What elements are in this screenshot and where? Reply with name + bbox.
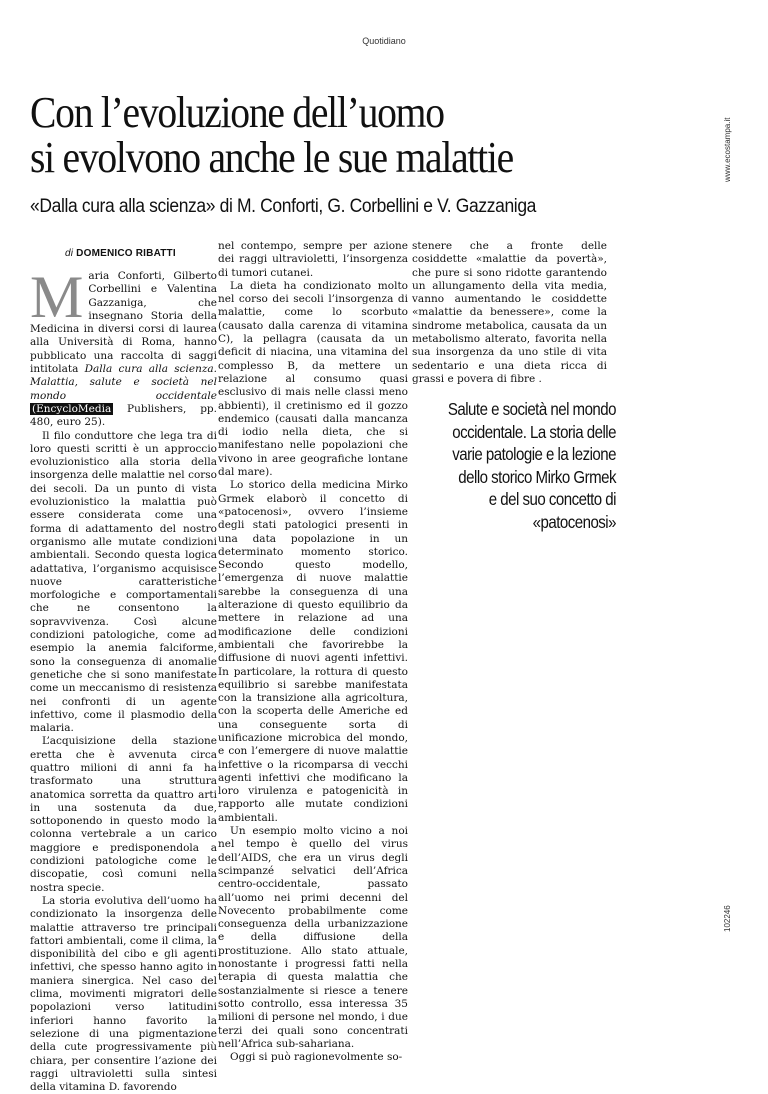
article-column-3 (412, 240, 607, 386)
paragraph: Un esempio molto vicino a noi nel tempo è quello del virus dell’AIDS, che era un virus degli scimpanzé selvatici dell’Africa centro-occidentale, passato all’uomo nei primi decenni del Novecento probabilmente come conseguenza della urbanizzazione e della diffusione della prostituzione. Allo stato attuale, nonostante i progressi fatti nella terapia di questa malattia che sostanzialmente si riesce a tenere sotto controllo, essa interessa 35 milioni di persone nel mondo, i due terzi dei quali sono concentrati nell’Africa sub-sahariana. (218, 825, 408, 1050)
side-url-text: www.ecostampa.it (723, 117, 732, 182)
paragraph: nel contempo, sempre per azione dei raggi ultravioletti, l’insorgenza di tumori cutanei. (218, 240, 408, 279)
subtitle: «Dalla cura alla scienza» di M. Conforti, G. Corbellini e V. Gazzaniga (30, 196, 537, 217)
headline (30, 90, 633, 180)
byline-prefix: di (65, 248, 74, 259)
byline (65, 248, 176, 259)
section-label: Quotidiano (362, 36, 406, 46)
publisher-badge: (EncycloMedia (32, 402, 112, 415)
article-column-2 (218, 240, 408, 1064)
paragraph: La storia evolutiva dell’uomo ha condizionato la insorgenza delle malattie attraverso tre principali fattori ambientali, come il clima, la disponibilità del cibo e gli agenti infettivi, che spesso hanno agito in maniera sinergica. Nel caso del clima, movimenti migratori delle popolazioni verso latitudini inferiori hanno favorito la selezione di una pigmentazione della cute progressivamente più chiara, per consentire l’azione dei raggi ultravioletti sulla sintesi della vitamina D. favorendo (30, 894, 217, 1094)
article-column-1 (30, 264, 217, 1094)
paragraph: Oggi si può ragionevolmente so- (230, 1051, 403, 1064)
book-title: Dalla cura alla scienza. Malattia, salute e società nel mondo occidentale (30, 363, 217, 402)
paragraph: stenere che a fronte delle cosiddette «malattie da povertà», che pure si sono ridotte garantendo un allungamento della vita media, vanno aumentando le cosiddette «malattie da benessere», come la sindrome metabolica, causata da un metabolismo alterato, favorita nella sua insorgenza da uno stile di vita sedentario e una dieta ricca di grassi e povera di fibre . (412, 240, 607, 385)
paragraph: Il filo conduttore che lega tra di loro questi scritti è un approccio evoluzionistico alla storia della insorgenza delle malattie nel corso dei secoli. Da un punto di vista evoluzionistico la malattia può essere considerata come una forma di adattamento del nostro organismo alle mutate condizioni ambientali. Secondo questa logica adattativa, l’organismo acquisisce nuove caratteristiche morfologiche e comportamentali che ne consentono la sopravvivenza. Così alcune condizioni patologiche, come ad esempio la anemia falciforme, sono la conseguenza di anomalie genetiche che si sono manifestate come un meccanismo di resistenza nei confronti di un agente infettivo, come il plasmodio della malaria. (30, 429, 217, 735)
drop-cap: M (30, 264, 84, 330)
paragraph: La dieta ha condizionato molto nel corso dei secoli l’insorgenza di malattie, come lo scorbuto (causato dalla carenza di vitamina C), la pellagra (causata da un deficit di niacina, una vitamina del complesso B, da mettere un relazione al consumo quasi esclusivo di mais nelle classi meno abbienti), il cretinismo ed il gozzo endemico (causati dalla mancanza di iodio nella dieta, che si manifestano nelle popolazioni che vivono in aree geografiche lontane dal mare). (218, 279, 408, 479)
paragraph: L’acquisizione della stazione eretta che è avvenuta circa quattro milioni di anni fa ha trasformato una struttura anatomica sorretta da quattro arti in una sostenuta da due, sottoponendo in questo modo la colonna vertebrale a un carico maggiore e predisponendola a condizioni patologiche come le discopatie, così comuni nella nostra specie. (30, 735, 217, 894)
byline-author: DOMENICO RIBATTI (76, 248, 176, 259)
headline-line-1: Con l’evoluzione dell’uomo (30, 88, 444, 137)
headline-line-2: si evolvono anche le sue malattie (30, 133, 513, 182)
pull-quote: Salute e società nel mondo occidentale. La storia delle varie patologie e la lezione dello storico Mirko Grmek e del suo concetto di «patocenosi» (447, 399, 616, 532)
side-code-text: 102246 (723, 905, 732, 932)
paragraph: Lo storico della medicina Mirko Grmek elaborò il concetto di «patocenosi», ovvero l’insieme degli stati patologici presenti in una data popolazione in un determinato momento storico. Secondo questo modello, l’emergenza di nuove malattie sarebbe la conseguenza di una alterazione di questo equilibrio da mettere in relazione ad una modificazione delle condizioni ambientali che favorirebbe la diffusione di nuovi agenti infettivi. In particolare, la rottura di questo equilibrio si sarebbe manifestata con la transizione alla agricoltura, con la scoperta delle Americhe ed una conseguente sorta di unificazione microbica del mondo, e con l’emergere di nuove malattie infettive o la ricomparsa di vecchi agenti infettivi che modificano la loro virulenza e patogenicità in rapporto alle mutate condizioni ambientali. (218, 479, 408, 824)
paragraph: Maria Conforti, Gilberto Corbellini e Valentina Gazzaniga, che insegnano Storia della Medicina in diversi corsi di laurea alla Università di Roma, hanno pubblicato una raccolta di saggi intitolata Dalla cura alla scienza. Malattia, salute e società nel mondo occidentale (EncycloMedia Publishers, pp. 480, euro 25). (30, 264, 217, 429)
